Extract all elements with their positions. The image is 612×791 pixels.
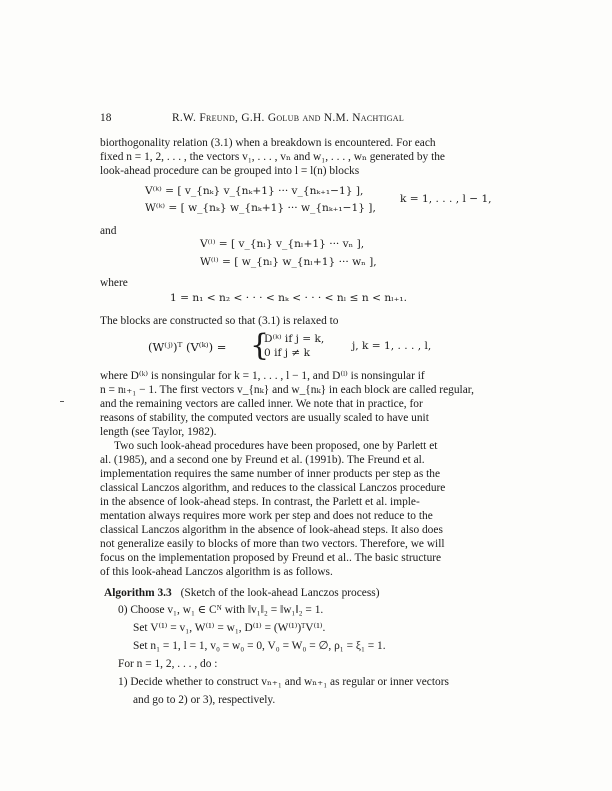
paragraph-2-line-1: Two such look-ahead procedures have been proposed, one by Parlett et bbox=[114, 440, 438, 452]
paragraph-2-line-10: of this look-ahead Lanczos algorithm is as follows. bbox=[100, 566, 333, 578]
paragraph-2-line-3: implementation requires the same number of inner products per step as the bbox=[100, 468, 441, 480]
equation-relax-range: j, k = 1, . . . , l, bbox=[352, 340, 432, 352]
relax-line: The blocks are constructed so that (3.1) is relaxed to bbox=[100, 315, 339, 327]
margin-mark bbox=[60, 401, 64, 402]
and-word: and bbox=[100, 225, 117, 237]
algorithm-loop: For n = 1, 2, . . . , do : bbox=[118, 658, 218, 670]
paragraph-2-line-7: classical Lanczos algorithm in the absence of look-ahead steps. It also does bbox=[100, 524, 443, 536]
equation-block-range: k = 1, . . . , l − 1, bbox=[400, 193, 492, 205]
algorithm-step-1: 1) Decide whether to construct vₙ₊₁ and wₙ₊₁ as regular or inner vectors bbox=[118, 676, 449, 688]
paragraph-1-line-2: n = nₗ₊₁ − 1. The first vectors v_{nₖ} and w_{nₖ} in each block are called regular, bbox=[100, 384, 474, 396]
page-number: 18 bbox=[100, 112, 112, 124]
paragraph-2-line-5: in the absence of look-ahead steps. In contrast, the Parlett et al. imple- bbox=[100, 496, 420, 508]
running-header-authors: R.W. Freund, G.H. Golub and N.M. Nachtigal bbox=[172, 112, 405, 124]
where-word: where bbox=[100, 277, 128, 289]
intro-line-1: biorthogonality relation (3.1) when a breakdown is encountered. For each bbox=[100, 137, 436, 149]
equation-relax-case-1: D⁽ᵏ⁾ if j = k, bbox=[264, 333, 325, 345]
algorithm-step-1-cont: and go to 2) or 3), respectively. bbox=[133, 694, 276, 706]
paragraph-2-line-2: al. (1985), and a second one by Freund et al. (1991b). The Freund et al. bbox=[100, 454, 425, 466]
equation-relax-lhs: (W⁽ʲ⁾)ᵀ (V⁽ᵏ⁾) = bbox=[148, 340, 227, 354]
equation-w-last: W⁽ˡ⁾ = [ w_{nₗ} w_{nₗ+1} ··· wₙ ], bbox=[200, 256, 377, 268]
algorithm-heading bbox=[104, 586, 380, 600]
paragraph-2-line-6: mentation always requires more work per step and does not reduce to the bbox=[100, 510, 433, 522]
equation-index-order: 1 = n₁ < n₂ < · · · < nₖ < · · · < nₗ ≤ n < nₗ₊₁. bbox=[170, 292, 407, 304]
intro-line-3: look-ahead procedure can be grouped into l = l(n) blocks bbox=[100, 165, 360, 177]
algorithm-set-1: Set V⁽¹⁾ = v₁, W⁽¹⁾ = w₁, D⁽¹⁾ = (W⁽¹⁾)ᵀV⁽¹⁾. bbox=[133, 622, 326, 634]
paragraph-2-line-8: not generalize easily to blocks of more than two vectors. Therefore, we will bbox=[100, 538, 445, 550]
paragraph-1-line-4: reasons of stability, the computed vectors are usually scaled to have unit bbox=[100, 412, 429, 424]
equation-v-block: V⁽ᵏ⁾ = [ v_{nₖ} v_{nₖ+1} ··· v_{nₖ₊₁−1} ], bbox=[145, 185, 364, 197]
equation-relax-case-2: 0 if j ≠ k bbox=[264, 347, 311, 359]
algorithm-caption: (Sketch of the look-ahead Lanczos process) bbox=[180, 587, 380, 599]
algorithm-set-2: Set n₁ = 1, l = 1, v₀ = w₀ = 0, V₀ = W₀ = ∅, ρ₁ = ξ₁ = 1. bbox=[133, 640, 386, 652]
algorithm-label: Algorithm 3.3 bbox=[104, 587, 172, 599]
equation-v-last: V⁽ˡ⁾ = [ v_{nₗ} v_{nₗ+1} ··· vₙ ], bbox=[200, 238, 365, 250]
algorithm-step-0: 0) Choose v₁, w₁ ∈ Cᴺ with ‖v₁‖₂ = ‖w₁‖₂ = 1. bbox=[118, 604, 324, 616]
paragraph-1-line-5: length (see Taylor, 1982). bbox=[100, 426, 217, 438]
paragraph-1-line-3: and the remaining vectors are called inner. We note that in practice, for bbox=[100, 398, 423, 410]
left-brace: { bbox=[250, 328, 270, 363]
paragraph-2-line-4: classical Lanczos algorithm, and reduces to the classical Lanczos procedure bbox=[100, 482, 446, 494]
equation-w-block: W⁽ᵏ⁾ = [ w_{nₖ} w_{nₖ+1} ··· w_{nₖ₊₁−1} ], bbox=[145, 202, 376, 214]
intro-line-2: fixed n = 1, 2, . . . , the vectors v₁, . . . , vₙ and w₁, . . . , wₙ generated by the bbox=[100, 151, 445, 163]
paragraph-2-line-9: focus on the implementation proposed by Freund et al.. The basic structure bbox=[100, 552, 442, 564]
paragraph-1-line-1: where D⁽ᵏ⁾ is nonsingular for k = 1, . . . , l − 1, and D⁽ˡ⁾ is nonsingular if bbox=[100, 370, 425, 382]
